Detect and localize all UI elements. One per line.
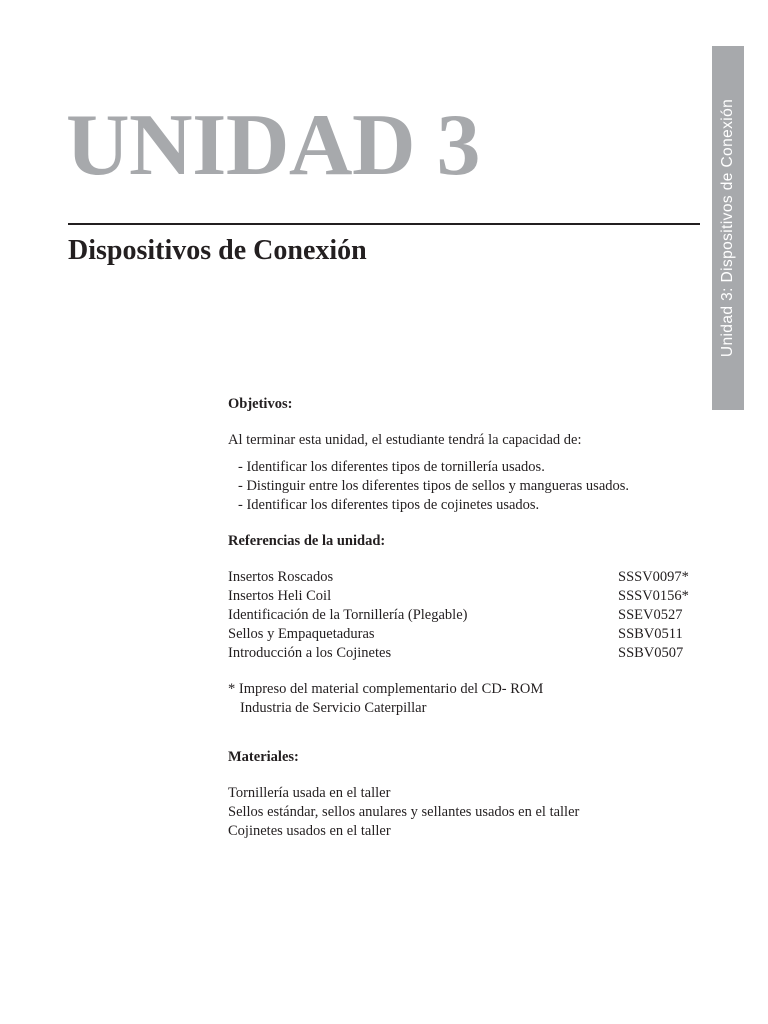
material-item: Sellos estándar, sellos anulares y sellantes usados en el taller [228,804,580,820]
materials-heading: Materiales: [228,749,299,765]
reference-title: Insertos Heli Coil [228,588,332,604]
reference-row [228,587,698,606]
materials-list [228,784,698,841]
objective-item: - Identificar los diferentes tipos de cojinetes usados. [238,497,540,513]
reference-row [228,644,698,663]
material-item: Cojinetes usados en el taller [228,823,391,839]
objectives-intro: Al terminar esta unidad, el estudiante tendrá la capacidad de: [228,432,582,448]
side-tab [712,46,744,410]
unit-content [228,395,698,841]
reference-code: SSBV0511 [618,626,683,642]
reference-code: SSSV0097* [618,569,689,585]
reference-row [228,568,698,587]
material-item: Tornillería usada en el taller [228,785,391,801]
reference-title: Identificación de la Tornillería (Plegable) [228,607,468,623]
side-tab-label: Unidad 3: Dispositivos de Conexión [719,98,736,358]
reference-title: Insertos Roscados [228,569,334,585]
reference-title: Sellos y Empaquetaduras [228,626,375,642]
objective-item: - Distinguir entre los diferentes tipos de sellos y mangueras usados. [238,478,630,494]
unit-heading: UNIDAD 3 [66,97,480,194]
objective-item: - Identificar los diferentes tipos de tornillería usados. [238,459,545,475]
objectives-heading: Objetivos: [228,396,293,412]
chapter-title: Dispositivos de Conexión [68,235,367,266]
reference-code: SSSV0156* [618,588,689,604]
reference-note: * Impreso del material complementario del CD- ROM [228,681,544,697]
references-heading: Referencias de la unidad: [228,533,386,549]
reference-row [228,625,698,644]
reference-note-source: Industria de Servicio Caterpillar [240,700,427,716]
reference-title: Introducción a los Cojinetes [228,645,392,661]
reference-row [228,606,698,625]
reference-code: SSBV0507 [618,645,684,661]
reference-code: SSEV0527 [618,607,683,623]
references-list [228,568,698,663]
objectives-list [228,458,698,515]
heading-divider [68,223,700,225]
